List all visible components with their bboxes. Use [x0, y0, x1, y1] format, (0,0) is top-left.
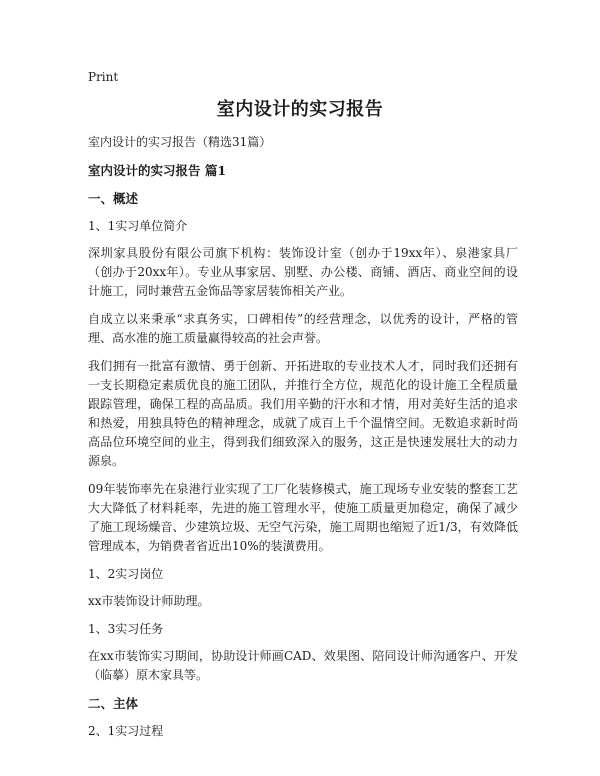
page-title: 室内设计的实习报告	[216, 99, 384, 120]
paragraph: 深圳家具股份有限公司旗下机构：装饰设计室（创办于19xx年）、泉港家具厂（创办于20xx年）。专业从事家居、别墅、办公楼、商铺、酒店、商业空间的设计施工，同时兼营五金饰品等家居装饰相关产业。	[88, 246, 518, 298]
print-link[interactable]: Print	[88, 70, 119, 84]
subsection-heading-unit-intro: 1、1实习单位简介	[88, 219, 188, 233]
paragraph: 09年装饰率先在泉港行业实现了工厂化装修模式，施工现场专业安装的整套工艺大大降低了材料耗率，先进的施工管理水平，使施工质量更加稳定，确保了减少了施工现场燥音、少建筑垃圾、无空气污染，施工周期也缩短了近1/3，有效降低管理成本，为销费者省近出10%的装潢费用。	[88, 482, 518, 553]
paragraph: 自成立以来秉承“求真务实，口碑相传”的经营理念，以优秀的设计，严格的管理、高水准的施工质量赢得较高的社会声誉。	[88, 312, 518, 345]
paragraph: xx市装饰设计师助理。	[88, 594, 210, 608]
document-subtitle: 室内设计的实习报告（精选31篇）	[88, 135, 272, 149]
subsection-heading-position: 1、2实习岗位	[88, 567, 164, 581]
subsection-heading-process: 2、1实习过程	[88, 724, 164, 738]
document-body	[88, 133, 518, 749]
article-heading: 室内设计的实习报告 篇1	[88, 163, 227, 178]
subsection-heading-task: 1、3实习任务	[88, 622, 164, 636]
paragraph: 我们拥有一批富有激情、勇于创新、开拓进取的专业技术人才，同时我们还拥有一支长期稳定素质优良的施工团队，并推行全方位，规范化的设计施工全程质量跟踪管理，确保工程的高品质。我们用辛勤的汗水和才情，用对美好生活的追求和热爱，用独具特色的精神理念，成就了成百上千个温情空间。无数追求新时尚高品位环境空间的业主，得到我们细致深入的服务，这正是快速发展壮大的动力源泉。	[88, 359, 518, 468]
section-heading-main: 二、主体	[88, 696, 139, 711]
section-heading-overview: 一、概述	[88, 191, 139, 206]
paragraph: 在xx市装饰实习期间，协助设计师画CAD、效果图、陪同设计师沟通客户、开发（临摹）原木家具等。	[88, 649, 518, 682]
